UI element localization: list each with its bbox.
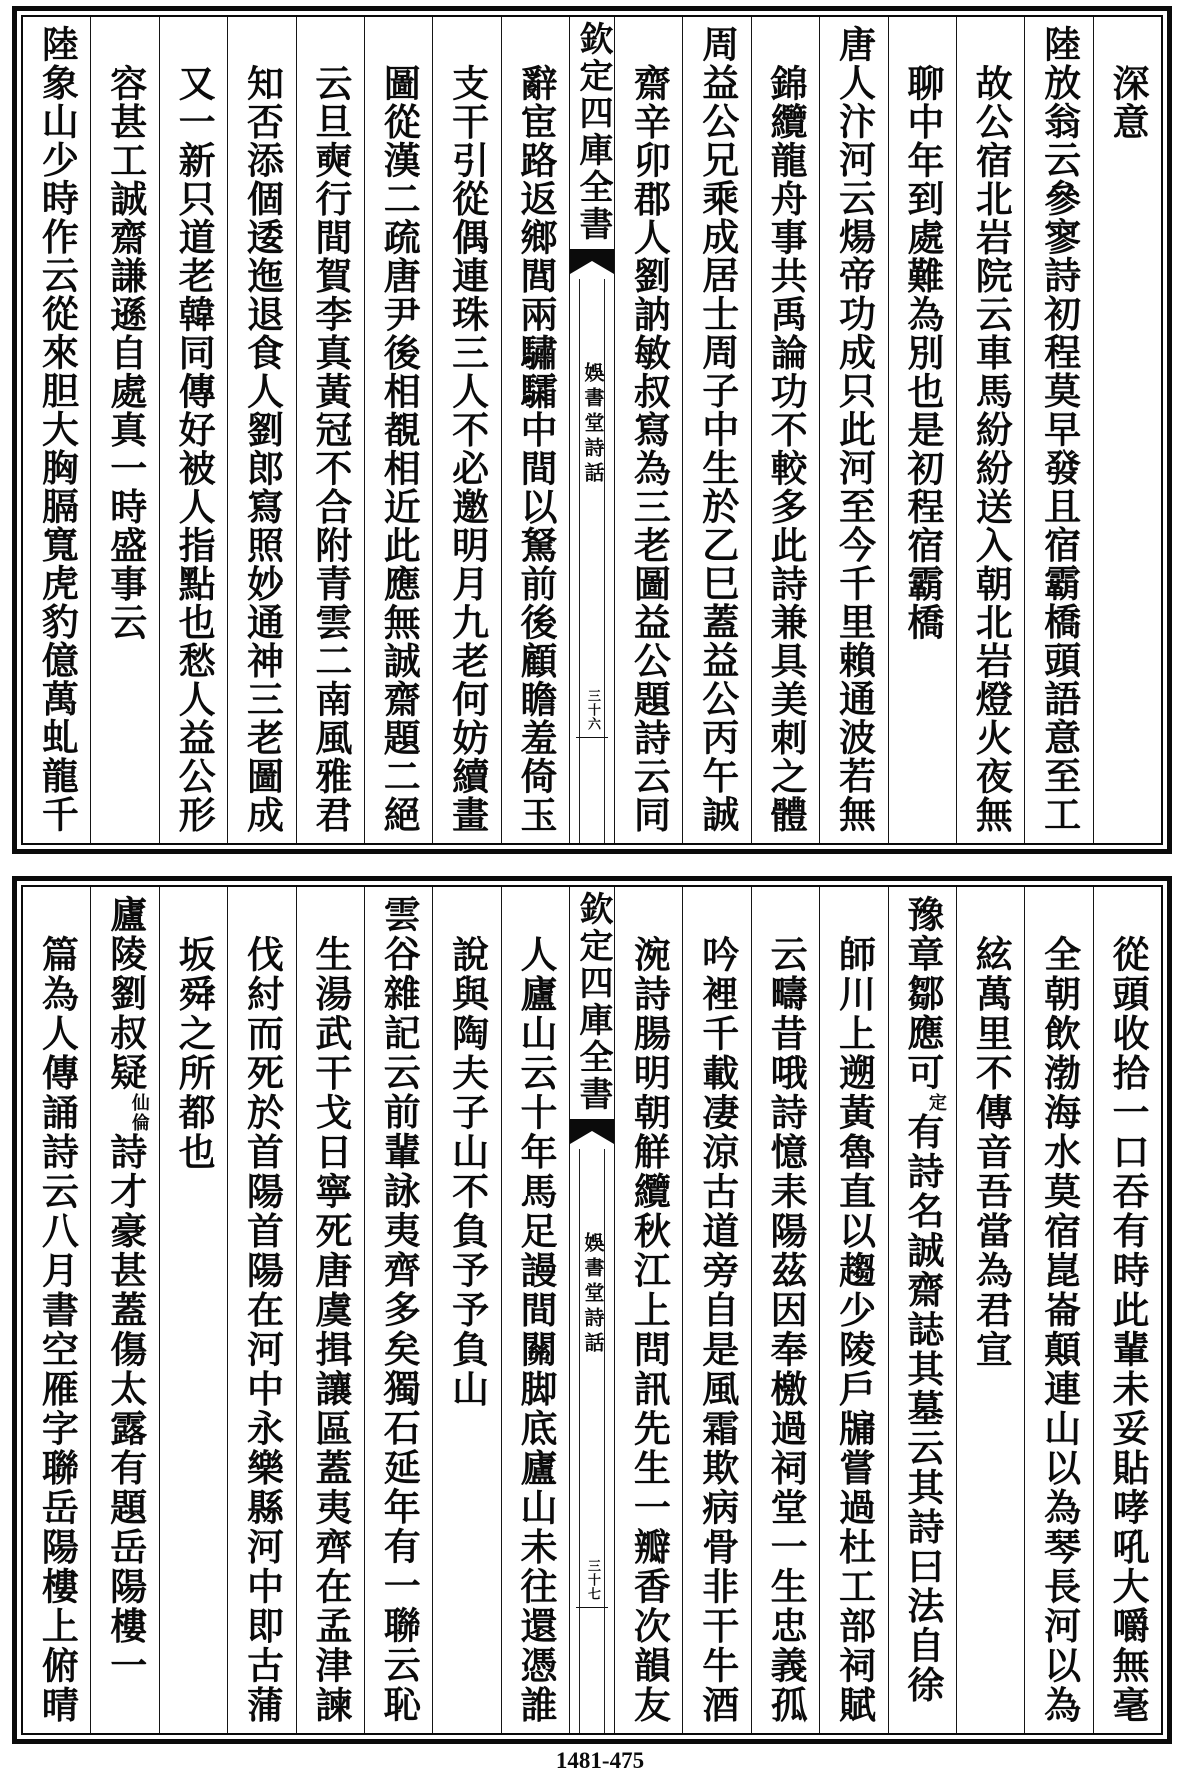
text-column: 圖從漢二疏唐尹後相覩相近此應無誠齋題二絕 xyxy=(364,17,432,843)
right-half-columns xyxy=(615,17,1161,843)
center-fold-band xyxy=(569,17,615,843)
fishtail-mark xyxy=(570,249,614,279)
text-column: 全朝飲渤海水莫宿崑崙顛連山以為琴長河以為 xyxy=(1024,887,1092,1733)
text-column xyxy=(90,887,158,1733)
column-text: 有詩名誠齋誌其墓云其詩曰法自徐 xyxy=(900,1112,945,1705)
text-column: 周益公兄乘成居士周子中生於乙巳蓋益公丙午誠 xyxy=(682,17,750,843)
interlinear-note: 仙倫 xyxy=(128,1092,150,1133)
book-title: 娛書堂詩話 xyxy=(581,1232,605,1357)
text-column: 伐紂而死於首陽首陽在河中永樂縣河中即古蒲 xyxy=(227,887,295,1733)
folio-number: 三十七 xyxy=(585,1559,600,1601)
folio-number: 三十六 xyxy=(585,689,600,731)
text-column: 從頭收拾一口吞有時此輩未妥貼哮吼大嚼無毫 xyxy=(1093,887,1161,1733)
book-title: 娛書堂詩話 xyxy=(581,362,605,487)
text-column: 師川上遡黃魯直以趨少陵戶牖嘗過杜工部祠賦 xyxy=(819,887,887,1733)
page-frame xyxy=(21,885,1163,1735)
center-fold-band xyxy=(569,887,615,1733)
text-column: 吟裡千載凄涼古道旁自是風霜欺病骨非干牛酒 xyxy=(682,887,750,1733)
text-column: 說與陶夫子山不負予予負山 xyxy=(432,887,500,1733)
text-column: 生湯武干戈日寧死唐虞揖讓區蓋夷齊在孟津諫 xyxy=(296,887,364,1733)
text-column: 支干引從偶連珠三人不必邀明月九老何妨續畫 xyxy=(432,17,500,843)
text-column: 唐人汴河云煬帝功成只此河至今千里賴通波若無 xyxy=(819,17,887,843)
column-text: 廬陵劉叔疑 xyxy=(103,895,148,1093)
left-half-columns xyxy=(23,17,569,843)
text-column xyxy=(888,887,956,1733)
text-column: 深意 xyxy=(1093,17,1161,843)
text-column: 齋辛卯郡人劉訥敏叔寫為三老圖益公題詩云同 xyxy=(627,63,672,834)
text-column: 絃萬里不傳音吾當為君宣 xyxy=(956,887,1024,1733)
text-column: 辭宦路返鄉閭兩驌驦中間以駑前後顧瞻羞倚玉 xyxy=(501,17,569,843)
text-column: 容甚工誠齋謙遜自處真一時盛事云 xyxy=(90,17,158,843)
text-column: 陸放翁云參寥詩初程莫早發且宿霸橋頭語意至工 xyxy=(1024,17,1092,843)
page-panel-upper xyxy=(12,6,1172,854)
text-column: 人廬山云十年馬足謾間關脚底廬山未往還憑誰 xyxy=(501,887,569,1733)
right-half-columns xyxy=(615,887,1161,1733)
page-panel-lower xyxy=(12,876,1172,1744)
folio-divider-line xyxy=(576,737,608,738)
collection-banner-title: 欽定四庫全書 xyxy=(573,21,613,243)
text-column: 坂舜之所都也 xyxy=(159,887,227,1733)
folio-divider-line xyxy=(576,1607,608,1608)
column-text: 豫章鄒應可 xyxy=(900,895,945,1093)
interlinear-note: 定 xyxy=(925,1092,947,1113)
page-frame xyxy=(21,15,1163,845)
column-text: 詩才豪甚蓋傷太露有題岳陽樓一 xyxy=(103,1132,148,1686)
text-column: 涴詩腸明朝觧纜秋江上問訊先生一瓣香次韻友 xyxy=(627,934,672,1725)
text-column: 聊中年到處難為別也是初程宿霸橋 xyxy=(888,17,956,843)
text-column: 篇為人傳誦詩云八月書空雁字聯岳陽樓上俯晴 xyxy=(35,934,80,1725)
text-column: 又一新只道老韓同傳好被人指點也愁人益公形 xyxy=(159,17,227,843)
text-column: 錦纜龍舟事共禹論功不較多此詩兼具美刺之體 xyxy=(751,17,819,843)
text-column: 知否添個逶迤退食人劉郎寫照妙通神三老圖成 xyxy=(227,17,295,843)
left-half-columns xyxy=(23,887,569,1733)
collection-banner-title: 欽定四庫全書 xyxy=(573,891,613,1113)
fishtail-mark xyxy=(570,1119,614,1149)
text-column: 雲谷雜記云前輩詠夷齊多矣獨石延年有一聯云恥 xyxy=(364,887,432,1733)
text-column: 故公宿北岩院云車馬紛紛送入朝北岩燈火夜無 xyxy=(956,17,1024,843)
scan-page-reference: 1481-475 xyxy=(555,1748,645,1773)
text-column: 云疇昔哦詩憶耒陽茲因奉檄過祠堂一生忠義孤 xyxy=(751,887,819,1733)
text-column: 云旦奭行間賀李真黃冠不合附青雲二南風雅君 xyxy=(296,17,364,843)
text-column: 陸象山少時作云從來胆大胸膈寬虎豹億萬虬龍千 xyxy=(35,25,80,834)
